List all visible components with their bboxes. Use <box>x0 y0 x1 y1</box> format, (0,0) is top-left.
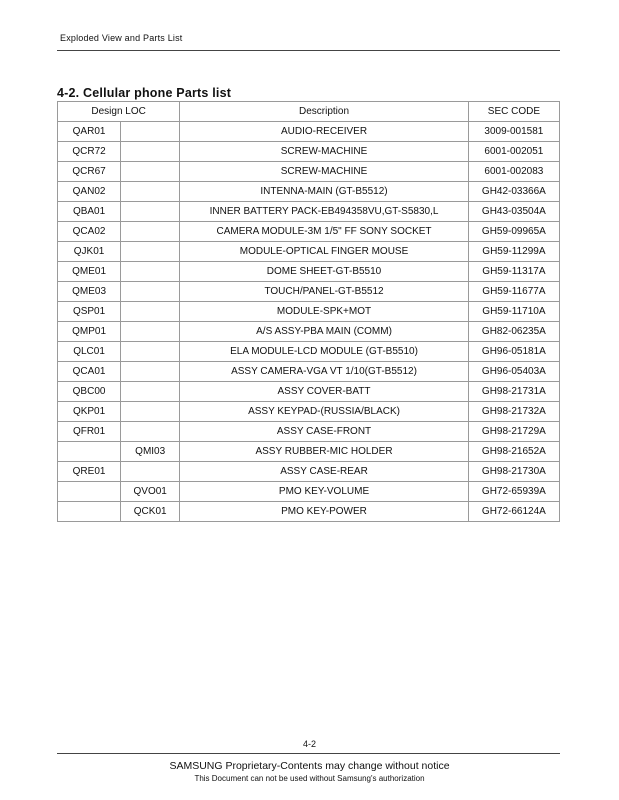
footer-notice: SAMSUNG Proprietary-Contents may change without notice <box>169 760 450 772</box>
cell-design-loc-secondary <box>121 162 180 182</box>
page-number: 4-2 <box>302 739 316 749</box>
header-divider <box>57 50 560 51</box>
cell-sec-code: GH96-05403A <box>468 362 559 382</box>
footer-authorization: This Document can not be used without Samsung's authorization <box>194 774 425 783</box>
table-row <box>58 342 560 362</box>
cell-sec-code: GH59-11677A <box>468 282 559 302</box>
cell-design-loc-secondary <box>121 362 180 382</box>
cell-design-loc-primary: QCR72 <box>58 142 121 162</box>
table-row <box>58 462 560 482</box>
cell-design-loc-primary: QFR01 <box>58 422 121 442</box>
cell-design-loc-primary: QAN02 <box>58 182 121 202</box>
cell-design-loc-secondary <box>121 462 180 482</box>
cell-description: AUDIO-RECEIVER <box>180 122 469 142</box>
cell-description: SCREW-MACHINE <box>180 142 469 162</box>
cell-description: MODULE-SPK+MOT <box>180 302 469 322</box>
table-row <box>58 162 560 182</box>
table-row <box>58 422 560 442</box>
cell-description: ASSY CAMERA-VGA VT 1/10(GT-B5512) <box>180 362 469 382</box>
section-title: 4-2. Cellular phone Parts list <box>57 86 232 100</box>
cell-design-loc-primary: QAR01 <box>58 122 121 142</box>
cell-design-loc-primary <box>58 442 121 462</box>
header-sec-code: SEC CODE <box>468 102 559 122</box>
cell-description: DOME SHEET-GT-B5510 <box>180 262 469 282</box>
cell-design-loc-secondary <box>121 422 180 442</box>
cell-description: INNER BATTERY PACK-EB494358VU,GT-S5830,L <box>180 202 469 222</box>
cell-design-loc-primary: QCR67 <box>58 162 121 182</box>
cell-design-loc-secondary <box>121 182 180 202</box>
cell-design-loc-secondary <box>121 342 180 362</box>
cell-description: ASSY RUBBER-MIC HOLDER <box>180 442 469 462</box>
cell-design-loc-secondary <box>121 402 180 422</box>
table-row <box>58 402 560 422</box>
cell-description: ASSY COVER-BATT <box>180 382 469 402</box>
cell-design-loc-secondary <box>121 142 180 162</box>
cell-description: TOUCH/PANEL-GT-B5512 <box>180 282 469 302</box>
cell-design-loc-primary: QBA01 <box>58 202 121 222</box>
cell-sec-code: GH59-11299A <box>468 242 559 262</box>
cell-design-loc-secondary <box>121 302 180 322</box>
cell-design-loc-primary <box>58 482 121 502</box>
cell-description: ASSY KEYPAD-(RUSSIA/BLACK) <box>180 402 469 422</box>
cell-sec-code: 3009-001581 <box>468 122 559 142</box>
table-row <box>58 222 560 242</box>
cell-sec-code: GH72-65939A <box>468 482 559 502</box>
cell-sec-code: GH98-21730A <box>468 462 559 482</box>
parts-table-body <box>58 122 560 522</box>
cell-design-loc-primary: QBC00 <box>58 382 121 402</box>
cell-description: PMO KEY-POWER <box>180 502 469 522</box>
parts-table <box>57 101 560 522</box>
cell-design-loc-primary: QSP01 <box>58 302 121 322</box>
table-row <box>58 282 560 302</box>
cell-design-loc-primary: QME01 <box>58 262 121 282</box>
table-row <box>58 262 560 282</box>
cell-description: PMO KEY-VOLUME <box>180 482 469 502</box>
table-row <box>58 122 560 142</box>
table-row <box>58 302 560 322</box>
header-description: Description <box>180 102 469 122</box>
cell-description: CAMERA MODULE-3M 1/5" FF SONY SOCKET <box>180 222 469 242</box>
cell-design-loc-secondary <box>121 202 180 222</box>
cell-sec-code: GH98-21731A <box>468 382 559 402</box>
cell-design-loc-primary: QCA02 <box>58 222 121 242</box>
table-row <box>58 142 560 162</box>
cell-design-loc-primary: QLC01 <box>58 342 121 362</box>
running-header: Exploded View and Parts List <box>60 33 183 43</box>
cell-design-loc-primary: QKP01 <box>58 402 121 422</box>
cell-sec-code: 6001-002083 <box>468 162 559 182</box>
table-row <box>58 482 560 502</box>
cell-sec-code: GH43-03504A <box>468 202 559 222</box>
cell-design-loc-secondary: QVO01 <box>121 482 180 502</box>
cell-design-loc-secondary <box>121 122 180 142</box>
cell-sec-code: GH98-21652A <box>468 442 559 462</box>
cell-description: MODULE-OPTICAL FINGER MOUSE <box>180 242 469 262</box>
cell-design-loc-primary: QME03 <box>58 282 121 302</box>
cell-sec-code: GH59-09965A <box>468 222 559 242</box>
cell-sec-code: GH82-06235A <box>468 322 559 342</box>
cell-design-loc-secondary: QCK01 <box>121 502 180 522</box>
table-row <box>58 442 560 462</box>
cell-description: ELA MODULE-LCD MODULE (GT-B5510) <box>180 342 469 362</box>
cell-design-loc-primary: QJK01 <box>58 242 121 262</box>
cell-sec-code: GH59-11317A <box>468 262 559 282</box>
cell-sec-code: GH98-21732A <box>468 402 559 422</box>
table-row <box>58 382 560 402</box>
cell-sec-code: GH59-11710A <box>468 302 559 322</box>
footer-divider <box>57 753 560 754</box>
cell-design-loc-secondary: QMI03 <box>121 442 180 462</box>
table-row <box>58 322 560 342</box>
table-row <box>58 502 560 522</box>
cell-design-loc-secondary <box>121 222 180 242</box>
cell-design-loc-secondary <box>121 282 180 302</box>
cell-design-loc-primary <box>58 502 121 522</box>
table-header-row <box>58 102 560 122</box>
cell-design-loc-secondary <box>121 322 180 342</box>
cell-sec-code: GH42-03366A <box>468 182 559 202</box>
header-design-loc: Design LOC <box>58 102 180 122</box>
cell-description: INTENNA-MAIN (GT-B5512) <box>180 182 469 202</box>
cell-description: ASSY CASE-REAR <box>180 462 469 482</box>
cell-design-loc-primary: QRE01 <box>58 462 121 482</box>
cell-design-loc-primary: QCA01 <box>58 362 121 382</box>
cell-design-loc-secondary <box>121 242 180 262</box>
table-row <box>58 362 560 382</box>
cell-description: ASSY CASE-FRONT <box>180 422 469 442</box>
cell-sec-code: GH96-05181A <box>468 342 559 362</box>
cell-sec-code: 6001-002051 <box>468 142 559 162</box>
cell-design-loc-secondary <box>121 262 180 282</box>
table-row <box>58 242 560 262</box>
table-row <box>58 182 560 202</box>
table-row <box>58 202 560 222</box>
cell-sec-code: GH72-66124A <box>468 502 559 522</box>
cell-sec-code: GH98-21729A <box>468 422 559 442</box>
cell-description: SCREW-MACHINE <box>180 162 469 182</box>
cell-description: A/S ASSY-PBA MAIN (COMM) <box>180 322 469 342</box>
cell-design-loc-secondary <box>121 382 180 402</box>
cell-design-loc-primary: QMP01 <box>58 322 121 342</box>
